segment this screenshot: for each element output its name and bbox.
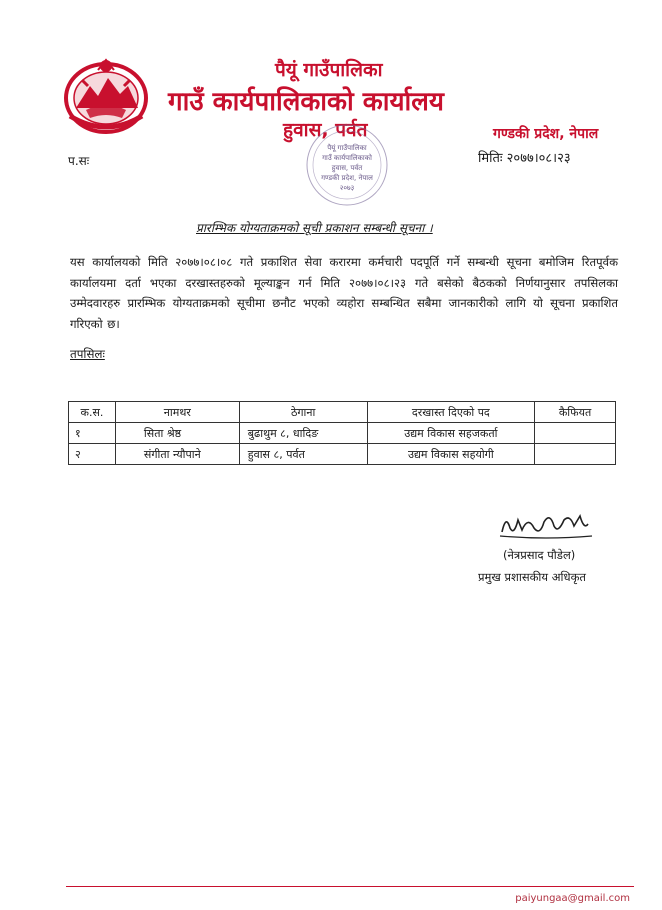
table-row <box>69 444 616 465</box>
column-header-serial: क.स. <box>69 402 116 423</box>
letterhead <box>0 0 662 190</box>
cell-remarks <box>535 444 616 465</box>
annex-label: तपसिलः <box>70 347 105 361</box>
notice-body: यस कार्यालयको मिति २०७७।०८।०८ गते प्रकाशित सेवा करारमा कर्मचारी पदपूर्ति गर्ने सम्बन्धी सूचना बमोजिम रितपूर्वक कार्यालयमा दर्ता भएका दरखास्तहरुको मूल्याङ्कन गर्न मिति २०७७।०८।२३ गते बसेको बैठकको निर्णयानुसार तपसिलका उम्मेदवारहरु प्रारम्भिक योग्यताक्रमको सूचीमा छनौट भएको व्यहोरा सम्बन्धित सबैमा जानकारीको लागि यो सूचना प्रकाशित गरिएको छ। <box>70 255 618 331</box>
office-stamp-icon <box>302 120 392 210</box>
notice-subject: प्रारम्भिक योग्यताक्रमको सूची प्रकाशन सम्बन्धी सूचना । <box>196 221 433 235</box>
signatory-name: (नेत्रप्रसाद पौडेल) <box>503 548 576 562</box>
cell-address: हुवास ८, पर्वत <box>239 444 367 465</box>
office-name-line1: पैयूं गाउँपालिका <box>275 59 383 81</box>
signature-icon <box>496 506 596 542</box>
candidate-table <box>68 401 616 465</box>
footer-contact: paiyungaa@gmail.com <box>515 893 630 904</box>
stamp-line: २०७३ <box>339 184 355 192</box>
column-header-address: ठेगाना <box>239 402 367 423</box>
office-address: हुवास, पर्वत <box>283 119 368 141</box>
nepal-emblem-icon <box>62 56 150 136</box>
cell-name: सिता श्रेष्ठ <box>115 423 239 444</box>
column-header-remarks: कैफियत <box>535 402 616 423</box>
cell-address: बुढाथुम ८, धादिङ <box>239 423 367 444</box>
footer-divider <box>66 886 634 887</box>
cell-serial: २ <box>69 444 116 465</box>
stamp-line: पैयूं गाउँपालिका <box>327 144 367 152</box>
table-row <box>69 423 616 444</box>
office-name-line2: गाउँ कार्यपालिकाको कार्यालय <box>168 87 444 117</box>
stamp-line: गण्डकी प्रदेश, नेपाल <box>321 174 373 182</box>
province-name: गण्डकी प्रदेश, नेपाल <box>493 126 599 142</box>
cell-remarks <box>535 423 616 444</box>
document-date: मितिः २०७७।०८।२३ <box>478 151 571 166</box>
column-header-post: दरखास्त दिएको पद <box>367 402 535 423</box>
reference-number: प.सः <box>68 154 90 168</box>
stamp-line: गाउँ कार्यपालिकाको <box>322 154 372 162</box>
stamp-line: हुवास, पर्वत <box>331 164 363 172</box>
cell-post: उद्यम विकास सहजकर्ता <box>367 423 535 444</box>
table-header-row <box>69 402 616 423</box>
cell-serial: १ <box>69 423 116 444</box>
column-header-name: नामथर <box>115 402 239 423</box>
cell-post: उद्यम विकास सहयोगी <box>367 444 535 465</box>
signatory-title: प्रमुख प्रशासकीय अधिकृत <box>478 570 586 584</box>
cell-name: संगीता न्यौपाने <box>115 444 239 465</box>
